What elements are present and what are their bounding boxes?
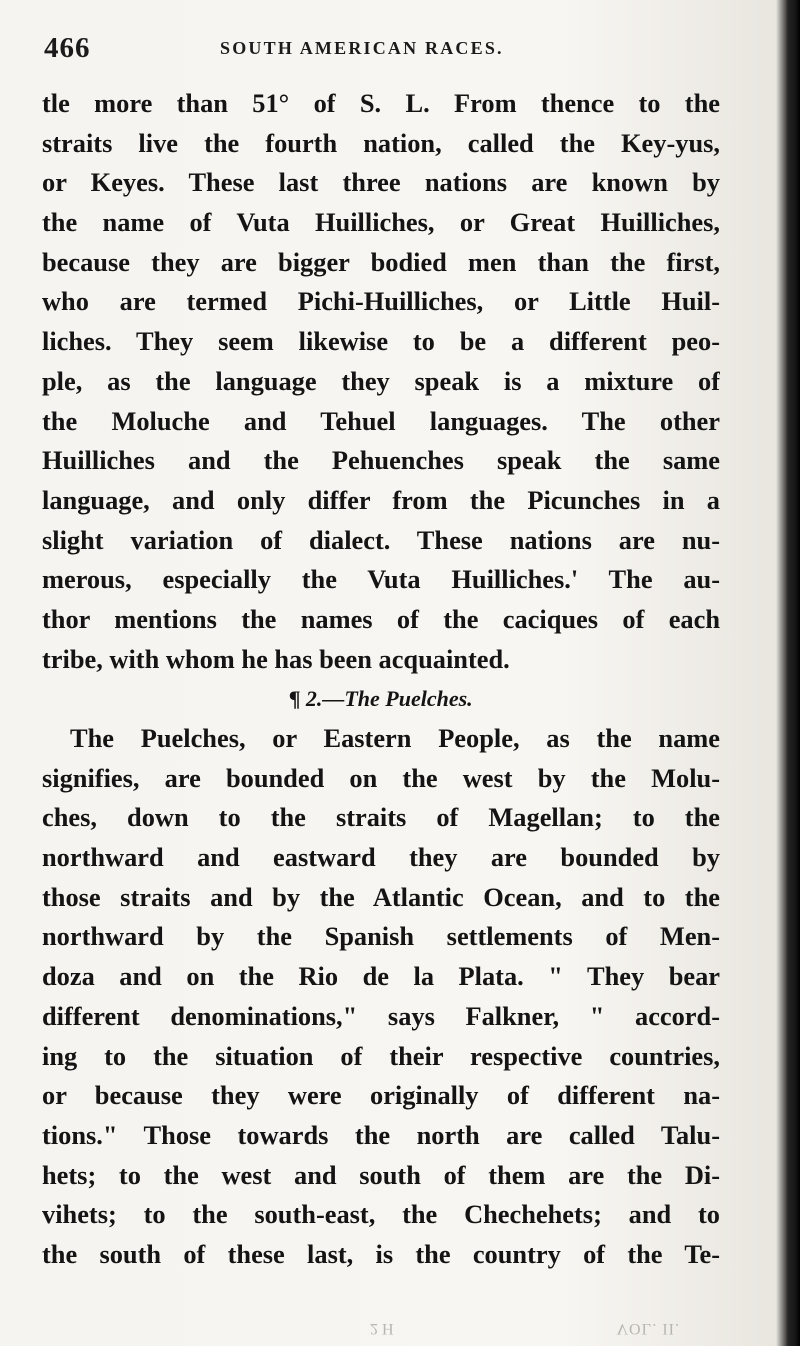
paragraph-1 [42, 84, 720, 679]
text-line: thor mentions the names of the caciques of each [42, 603, 720, 634]
text-line: or Keyes. These last three nations are known by [42, 167, 720, 198]
text-line: slight variation of dialect. These nations are nu- [42, 524, 720, 555]
text-line: doza and on the Rio de la Plata. " They bear [42, 961, 720, 992]
text-line: The Puelches, or Eastern People, as the name [70, 723, 720, 753]
text-line: the Moluche and Tehuel languages. The other [42, 405, 720, 436]
page-number: 466 [44, 32, 91, 64]
text-line: language, and only differ from the Picunches in a [42, 484, 720, 515]
text-line: ing to the situation of their respective countries, [42, 1040, 720, 1071]
section-heading: ¶ 2.—The Puelches. [289, 686, 473, 712]
text-line: vihets; to the south-east, the Chechehets; and to [42, 1199, 720, 1230]
page-body [42, 84, 720, 1275]
text-line: or because they were originally of different na- [42, 1080, 720, 1111]
text-line: who are termed Pichi-Huilliches, or Little Huil- [42, 286, 720, 317]
text-line: straits live the fourth nation, called the Key-yus, [42, 127, 720, 158]
text-line: different denominations," says Falkner, " accord- [42, 1000, 720, 1031]
text-line: liches. They seem likewise to be a different peo- [42, 326, 720, 357]
text-line: ches, down to the straits of Magellan; to the [42, 802, 720, 833]
volume-mark: VOL. II. [616, 1320, 680, 1337]
text-line: merous, especially the Vuta Huilliches.' The au- [42, 564, 720, 595]
text-line: northward by the Spanish settlements of Men- [42, 921, 720, 952]
text-line: the name of Vuta Huilliches, or Great Huilliches, [42, 207, 720, 238]
text-line: ple, as the language they speak is a mixture of [42, 365, 720, 396]
text-line: tribe, with whom he has been acquainted. [42, 643, 510, 674]
text-line: hets; to the west and south of them are the Di- [42, 1159, 720, 1190]
text-line: those straits and by the Atlantic Ocean, and to the [42, 881, 720, 912]
text-line: tions." Those towards the north are called Talu- [42, 1119, 720, 1150]
text-line: Huilliches and the Pehuenches speak the same [42, 445, 720, 476]
page-edge-shadow [786, 0, 800, 1346]
page-header [40, 30, 750, 70]
paragraph-2 [42, 719, 720, 1275]
page-footer [40, 1315, 750, 1343]
text-line: because they are bigger bodied men than the first, [42, 246, 720, 277]
text-line: northward and eastward they are bounded by [42, 842, 720, 873]
running-head: SOUTH AMERICAN RACES. [220, 38, 504, 58]
text-line: tle more than 51° of S. L. From thence to the [42, 88, 720, 118]
signature-mark: 2 H [370, 1320, 394, 1337]
text-line: the south of these last, is the country of the Te- [42, 1238, 720, 1269]
text-line: signifies, are bounded on the west by the Molu- [42, 762, 720, 793]
